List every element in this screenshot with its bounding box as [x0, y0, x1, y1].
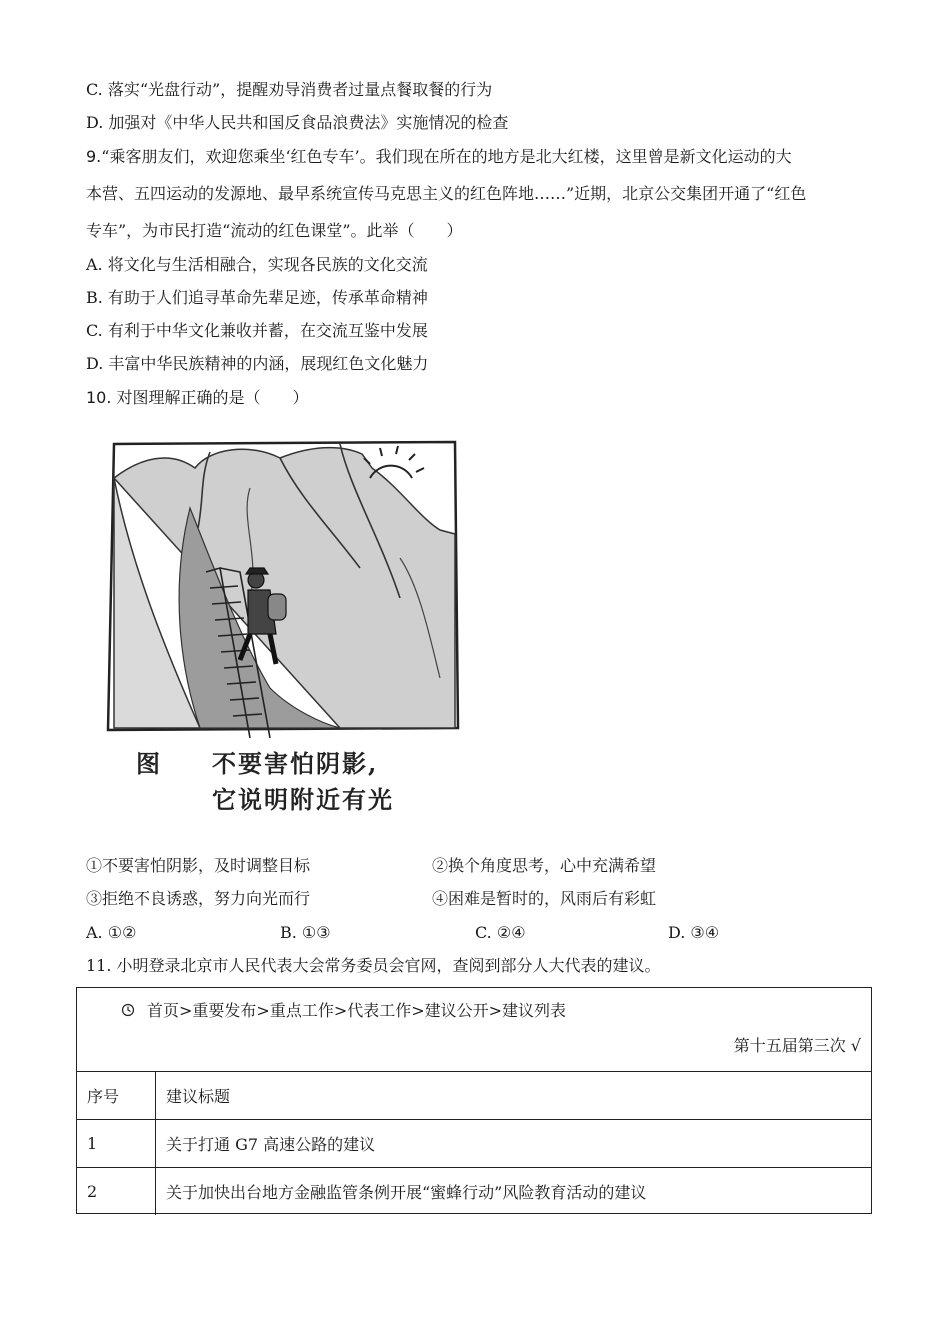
- q11-stem: 11. 小明登录北京市人民代表大会常务委员会官网，查阅到部分人大代表的建议。: [86, 956, 661, 975]
- caption-line-2: 它说明附近有光: [212, 785, 394, 814]
- q9-text-1: “乘客朋友们，欢迎您乘坐‘红色专车’。我们现在所在的地方是北大红楼，这里曾是新文化运动的大: [101, 147, 792, 166]
- statement-1: ①不要害怕阴影，及时调整目标: [86, 856, 311, 875]
- q10-stem: [86, 388, 309, 408]
- q10-text: 对图理解正确的是（ ）: [116, 388, 309, 407]
- q9-stem-line-2: 本营、五四运动的发源地、最早系统宣传马克思主义的红色阵地……”近期，北京公交集团开通了“红色: [86, 184, 807, 203]
- breadcrumb-text: 首页>重要发布>重点工作>代表工作>建议公开>建议列表: [147, 1001, 567, 1020]
- q9-stem-line-1: [86, 147, 792, 167]
- q9-number: 9.: [86, 147, 102, 166]
- q9-option-c: C. 有利于中华文化兼收并蓄，在交流互鉴中发展: [86, 321, 428, 340]
- choice-a: A. ①②: [86, 923, 137, 942]
- q8-option-d: D. 加强对《中华人民共和国反食品浪费法》实施情况的检查: [86, 113, 509, 132]
- q10-number: 10.: [86, 388, 112, 407]
- cartoon-figure: [100, 438, 460, 813]
- row-title: 关于打通 G7 高速公路的建议: [156, 1120, 872, 1168]
- q8-option-c: C. 落实“光盘行动”，提醒劝导消费者过量点餐取餐的行为: [86, 80, 493, 99]
- q9-option-d: D. 丰富中华民族精神的内涵，展现红色文化魅力: [86, 354, 429, 373]
- row-title: 关于加快出台地方金融监管条例开展“蜜蜂行动”风险教育活动的建议: [156, 1168, 872, 1216]
- header-cell-number: 序号: [77, 1072, 156, 1120]
- table-header-row: [77, 1072, 871, 1120]
- statement-3: ③拒绝不良诱惑，努力向光而行: [86, 889, 311, 908]
- table-row: [77, 1120, 871, 1168]
- header-cell-title: 建议标题: [156, 1072, 872, 1120]
- clock-icon: [121, 1003, 135, 1017]
- q9-option-a: A. 将文化与生活相融合，实现各民族的文化交流: [86, 255, 428, 274]
- statement-4: ④困难是暂时的，风雨后有彩虹: [432, 889, 657, 908]
- row-number: 2: [77, 1168, 156, 1216]
- choice-d: D. ③④: [668, 923, 720, 942]
- breadcrumb: [121, 998, 566, 1021]
- table-row: [77, 1168, 871, 1216]
- cartoon-illustration: [100, 438, 460, 738]
- q9-option-b: B. 有助于人们追寻革命先辈足迹，传承革命精神: [86, 288, 428, 307]
- website-screenshot-box: [76, 987, 872, 1214]
- session-selector: 第十五届第三次 √: [733, 1036, 861, 1055]
- row-number: 1: [77, 1120, 156, 1168]
- choice-b: B. ①③: [280, 923, 331, 942]
- proposal-table: [77, 1071, 871, 1215]
- caption-line-1: 不要害怕阴影,: [212, 749, 379, 778]
- q9-stem-line-3: 专车”，为市民打造“流动的红色课堂”。此举（ ）: [86, 221, 463, 240]
- statement-2: ②换个角度思考，心中充满希望: [432, 856, 657, 875]
- choice-c: C. ②④: [475, 923, 526, 942]
- caption-label: 图: [136, 749, 162, 778]
